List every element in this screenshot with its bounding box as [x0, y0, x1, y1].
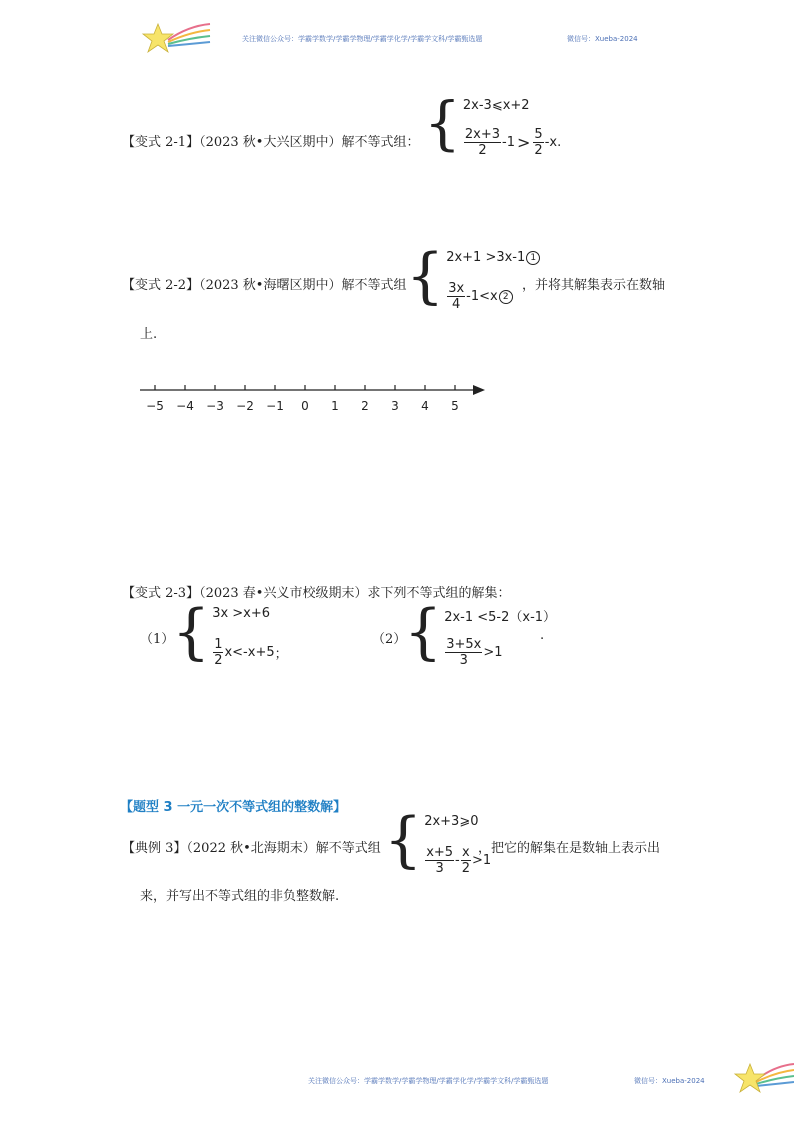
- circled-number: 1: [526, 251, 540, 265]
- problem-label: 【变式 2-1】: [122, 135, 200, 150]
- subproblem-2-label: （2）: [372, 632, 407, 647]
- denominator: 2: [214, 653, 223, 668]
- subproblem-2-period: .: [540, 628, 545, 643]
- term: -1: [502, 135, 516, 150]
- semicolon: ；: [274, 647, 288, 662]
- denominator: 2: [478, 143, 487, 158]
- brace: {: [172, 597, 211, 667]
- numerator: 1: [214, 637, 223, 652]
- brace: {: [424, 89, 461, 157]
- tick-label: −5: [146, 399, 164, 413]
- example-3-cont: 来，并写出不等式组的非负整数解.: [140, 889, 340, 904]
- denominator: 3: [435, 861, 444, 876]
- problem-label: 【变式 2-3】: [122, 586, 200, 601]
- problem-source: （2023 春•兴义市校级期末）求下列不等式组的解集：: [199, 586, 511, 601]
- equation-1: 2x-1 <5-2（x-1）: [444, 610, 557, 625]
- circled-number: 2: [499, 290, 513, 304]
- equation-1: 3x >x+6: [212, 606, 271, 621]
- denominator: 3: [459, 653, 468, 668]
- header-text: 关注微信公众号：学霸学数学/学霸学物理/学霸学化学/学霸学文科/学霸甄选题: [242, 35, 483, 43]
- tick-label: −3: [206, 399, 224, 413]
- example-3: [122, 837, 381, 856]
- star-logo-icon: [730, 1058, 794, 1098]
- equation-1: 2x+3⩾0: [424, 814, 479, 829]
- tick-label: 1: [331, 399, 339, 413]
- numerator: x: [462, 845, 470, 860]
- minus: -: [455, 853, 460, 868]
- equation-2: [212, 637, 287, 668]
- header-wechat: 微信号：Xueba-2024: [567, 35, 638, 43]
- example-3-after: ，把它的解集在是数轴上表示出: [478, 841, 661, 856]
- section-title: 【题型 3 一元一次不等式组的整数解】: [120, 800, 347, 815]
- inequality-system-2-3-2: [404, 597, 557, 668]
- term: >1: [483, 645, 503, 660]
- number-line: [130, 380, 490, 400]
- star-logo-icon: [138, 18, 218, 58]
- footer-text: 关注微信公众号：学霸学数学/学霸学物理/学霸学化学/学霸学文科/学霸甄选题: [308, 1077, 549, 1085]
- problem-source: （2023 秋•大兴区期中）解不等式组：: [199, 135, 420, 150]
- tick-label: −4: [176, 399, 194, 413]
- problem-source: （2023 秋•海曙区期中）解不等式组: [199, 278, 407, 293]
- term: >1: [472, 853, 492, 868]
- numerator: 3+5x: [446, 637, 482, 652]
- axis-arrow-icon: [473, 385, 485, 395]
- denominator: 4: [452, 297, 461, 312]
- inequality-system-2-1: [424, 89, 562, 158]
- problem-label: 【变式 2-2】: [122, 278, 200, 293]
- inequality-system-2-2: [406, 241, 540, 312]
- equation-2: [463, 127, 561, 158]
- denominator: 2: [534, 143, 543, 158]
- tick-label: −2: [236, 399, 254, 413]
- problem-2-2-after: ，并将其解集表示在数轴: [522, 278, 666, 293]
- inequality-system-2-3-1: [172, 597, 288, 668]
- tick-label: −1: [266, 399, 284, 413]
- tick-label: 2: [361, 399, 369, 413]
- problem-source: （2022 秋•北海期末）解不等式组: [186, 841, 381, 856]
- tick-label: 0: [301, 399, 309, 413]
- brace: {: [384, 805, 423, 875]
- brace: {: [404, 597, 443, 667]
- problem-2-2: [122, 274, 406, 293]
- subproblem-1-label: （1）: [140, 632, 175, 647]
- numerator: x+5: [426, 845, 454, 860]
- relation: >: [517, 133, 531, 152]
- tick-label: 4: [421, 399, 429, 413]
- equation-text: 2x+1 >3x-1: [446, 250, 526, 265]
- denominator: 2: [461, 861, 471, 876]
- numerator: 5: [534, 127, 543, 142]
- term: -1<x: [466, 289, 498, 304]
- numerator: 2x+3: [464, 127, 501, 142]
- period: .: [557, 135, 562, 150]
- problem-2-1: [122, 131, 419, 150]
- equation-1: 2x-3⩽x+2: [462, 98, 530, 113]
- term: -x: [544, 135, 558, 150]
- problem-2-2-cont: 上.: [140, 327, 158, 342]
- equation-1: [446, 250, 540, 265]
- tick-label: 3: [391, 399, 399, 413]
- inequality-system-ex3: [384, 805, 492, 876]
- brace: {: [406, 241, 445, 311]
- footer-wechat: 微信号：Xueba-2024: [634, 1077, 705, 1085]
- term: x<-x+5: [224, 645, 275, 660]
- numerator: 3x: [448, 281, 465, 296]
- problem-label: 【典例 3】: [122, 841, 187, 856]
- tick-label: 5: [451, 399, 459, 413]
